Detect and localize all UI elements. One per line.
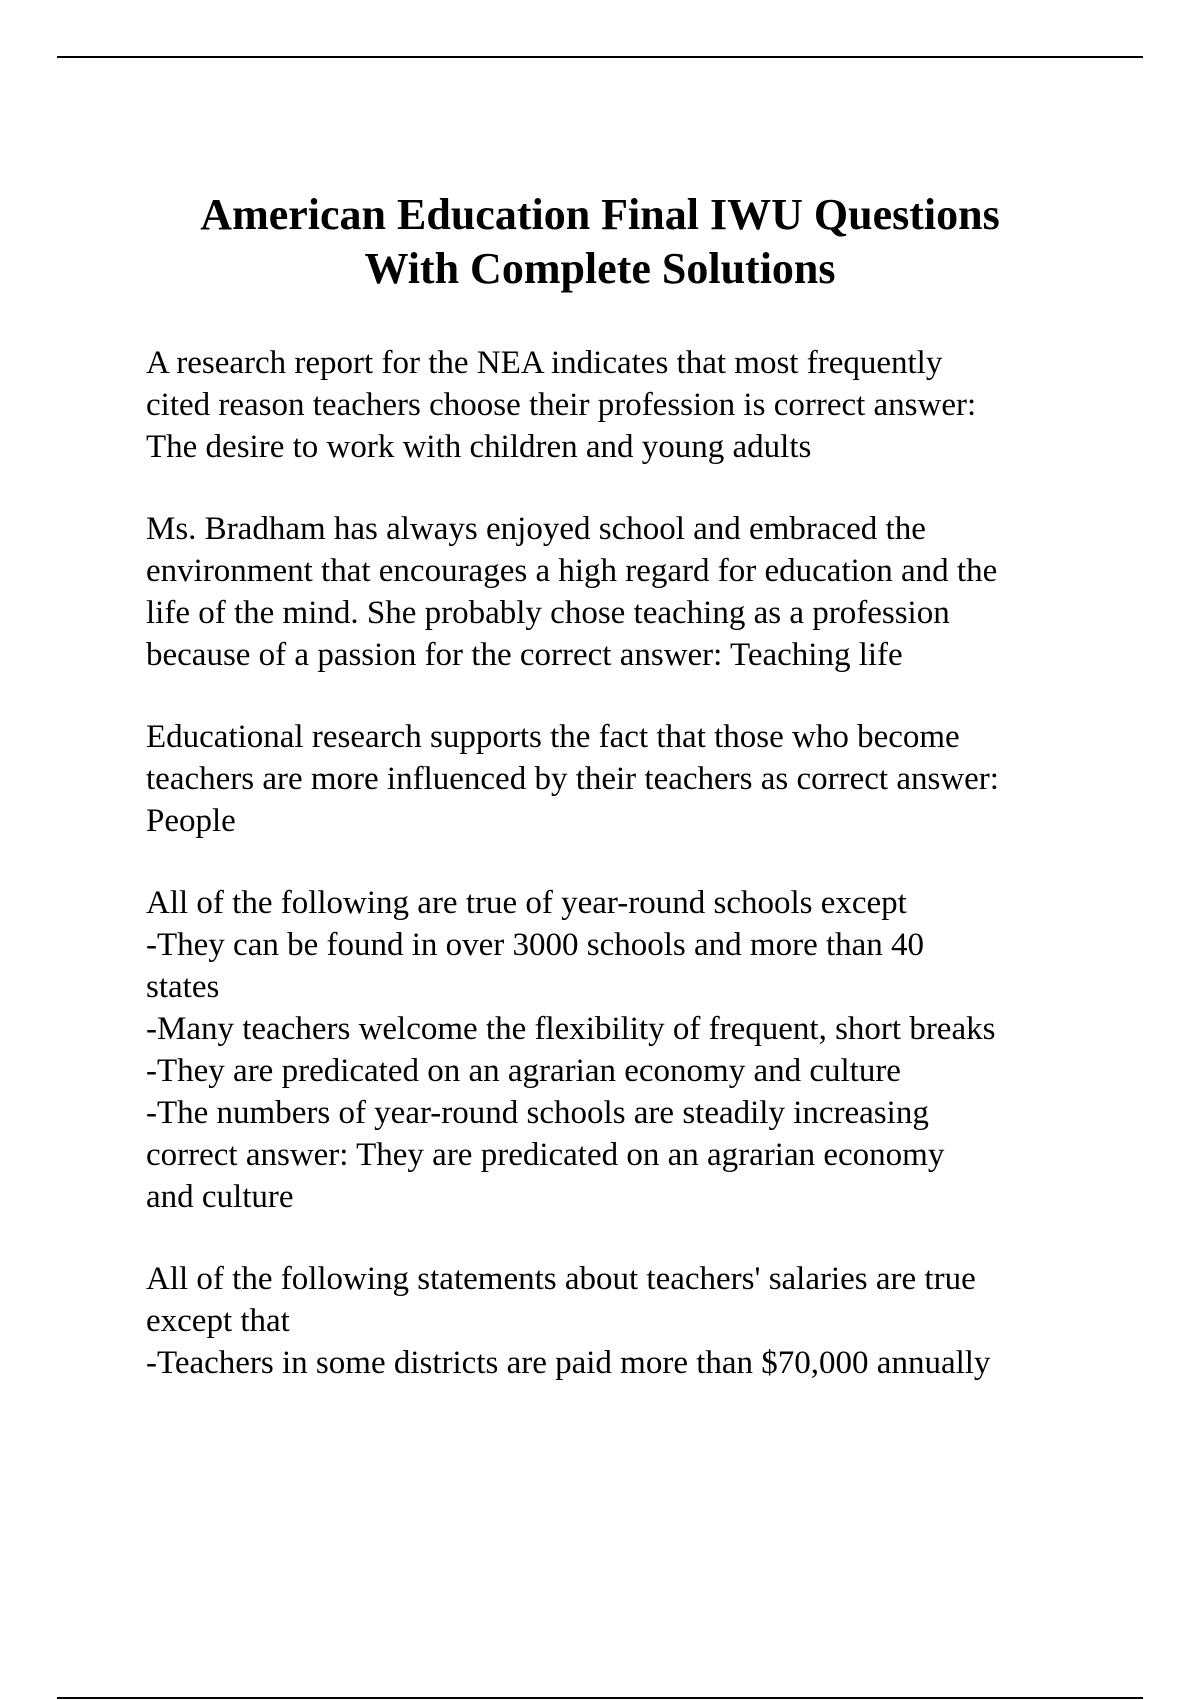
text-line: The desire to work with children and young adults	[146, 429, 812, 465]
bottom-rule	[57, 1697, 1143, 1699]
document-body	[146, 342, 1146, 1424]
text-line: correct answer: They are predicated on an agrarian economy	[146, 1137, 945, 1173]
question-block	[146, 342, 1146, 468]
text-line: -They can be found in over 3000 schools and more than 40	[146, 927, 925, 963]
text-line: Ms. Bradham has always enjoyed school and embraced the	[146, 511, 926, 547]
text-line: environment that encourages a high regard for education and the	[146, 553, 998, 589]
text-line: All of the following statements about teachers' salaries are true	[146, 1261, 976, 1297]
text-line: because of a passion for the correct answer: Teaching life	[146, 637, 903, 673]
text-line: life of the mind. She probably chose teaching as a profession	[146, 595, 950, 631]
text-line: People	[146, 803, 236, 839]
text-line: cited reason teachers choose their profession is correct answer:	[146, 387, 977, 423]
title-line: American Education Final IWU Questions	[200, 190, 1000, 239]
top-rule	[57, 56, 1143, 58]
text-line: teachers are more influenced by their teachers as correct answer:	[146, 761, 999, 797]
question-block	[146, 882, 1146, 1218]
text-line: A research report for the NEA indicates that most frequently	[146, 345, 943, 381]
title-line: With Complete Solutions	[364, 244, 836, 293]
text-line: -Teachers in some districts are paid more than $70,000 annually	[146, 1345, 991, 1381]
question-block	[146, 716, 1146, 842]
text-line: states	[146, 969, 220, 1005]
text-line: -The numbers of year-round schools are steadily increasing	[146, 1095, 929, 1131]
text-line: -They are predicated on an agrarian economy and culture	[146, 1053, 901, 1089]
text-line: Educational research supports the fact that those who become	[146, 719, 960, 755]
text-line: All of the following are true of year-round schools except	[146, 885, 907, 921]
document-title	[100, 188, 1100, 296]
text-line: and culture	[146, 1179, 294, 1215]
text-line: except that	[146, 1303, 290, 1339]
question-block	[146, 1258, 1146, 1384]
question-block	[146, 508, 1146, 676]
text-line: -Many teachers welcome the flexibility of frequent, short breaks	[146, 1011, 996, 1047]
